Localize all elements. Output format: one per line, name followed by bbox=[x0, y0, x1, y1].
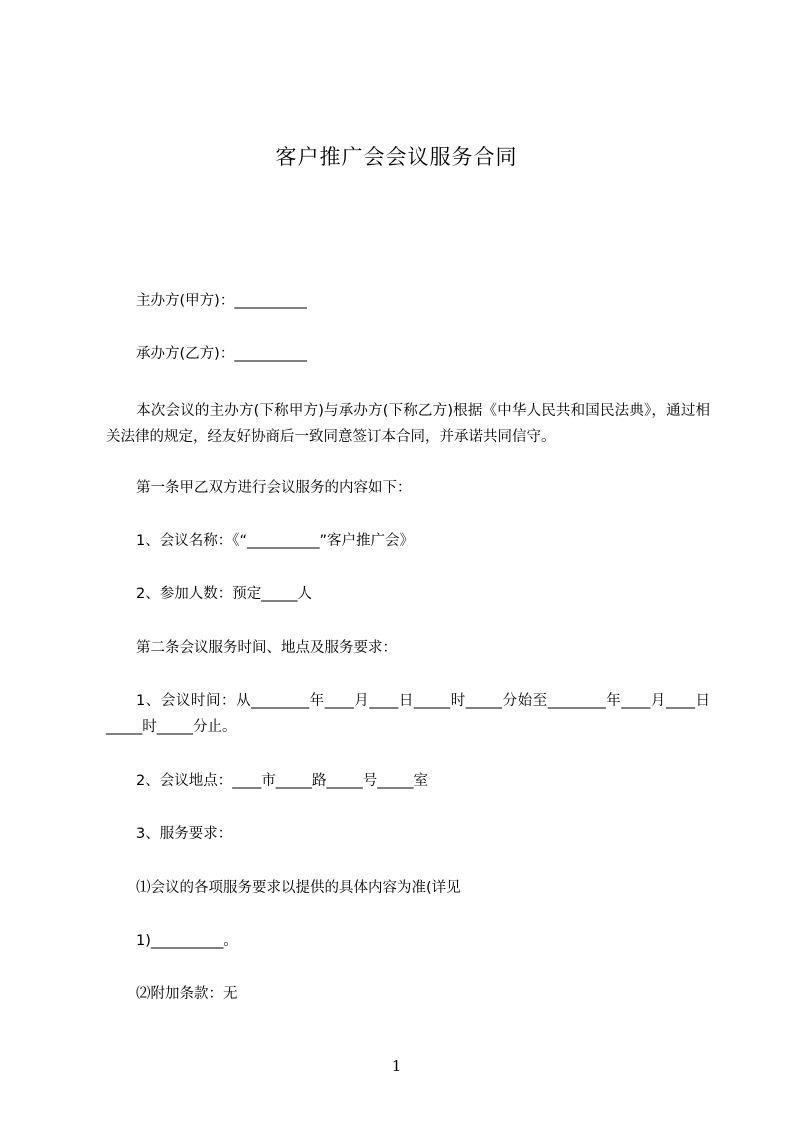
meeting-name-line: 1、会议名称：《“__________”客户推广会》 bbox=[136, 533, 414, 549]
article-1-heading: 第一条甲乙双方进行会议服务的内容如下： bbox=[136, 480, 412, 496]
organizer-party-line: 承办方(乙方)：__________ bbox=[136, 346, 307, 362]
requirement-2-line: ⑵附加条款：无 bbox=[136, 986, 238, 1002]
service-requirements-heading: 3、服务要求： bbox=[136, 826, 233, 842]
host-party-line: 主办方(甲方)：__________ bbox=[136, 293, 307, 309]
article-2-heading: 第二条会议服务时间、地点及服务要求： bbox=[136, 640, 397, 656]
intro-paragraph bbox=[106, 398, 710, 450]
meeting-time-paragraph bbox=[106, 688, 710, 740]
attendees-line: 2、参加人数：预定_____人 bbox=[136, 586, 312, 602]
meeting-time-text: 1、会议时间：从________年____月____日_____时_____分始至________年____月____日_____时_____分止。 bbox=[106, 693, 710, 735]
intro-paragraph-text: 本次会议的主办方(下称甲方)与承办方(下称乙方)根据《中华人民共和国民法典》，通过相关法律的规定，经友好协商后一致同意签订本合同，并承诺共同信守。 bbox=[106, 403, 710, 445]
page-number: 1 bbox=[391, 1057, 402, 1075]
requirement-1-line: ⑴会议的各项服务要求以提供的具体内容为准(详见 bbox=[136, 880, 461, 896]
requirement-1-continuation: 1)__________。 bbox=[136, 933, 238, 949]
meeting-location-line: 2、会议地点：____市_____路_____号_____室 bbox=[136, 773, 428, 789]
document-title: 客户推广会会议服务合同 bbox=[275, 145, 518, 169]
